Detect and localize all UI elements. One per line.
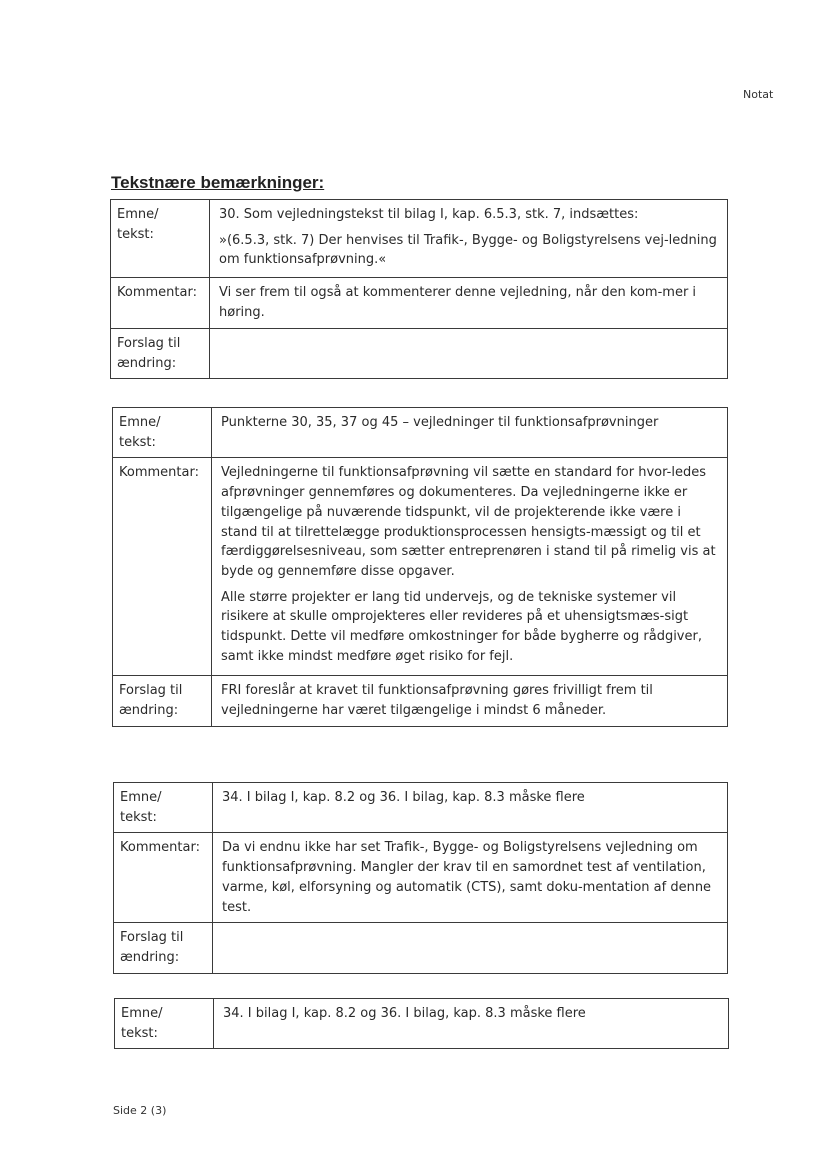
emne-label-line2: tekst: — [119, 434, 156, 450]
emne-paragraph: »(6.5.3, stk. 7) Der henvises til Trafik-, Bygge- og Boligstyrelsens vej-ledning om funktionsafprøvning.« — [219, 232, 717, 268]
emne-label — [113, 408, 212, 458]
emne-label-line1: Emne/ — [120, 790, 162, 805]
comment-block-4 — [114, 998, 729, 1049]
emne-row — [114, 783, 728, 833]
emne-text — [210, 200, 728, 278]
emne-paragraph: 34. I bilag I, kap. 8.2 og 36. I bilag, kap. 8.3 måske flere — [222, 790, 585, 805]
comment-block-1 — [110, 199, 728, 379]
section-heading: Tekstnære bemærkninger: — [111, 173, 325, 192]
emne-text — [212, 408, 728, 458]
forslag-label-line1: Forslag til — [117, 336, 181, 351]
emne-text — [214, 999, 729, 1049]
emne-paragraph: 34. I bilag I, kap. 8.2 og 36. I bilag, kap. 8.3 måske flere — [223, 1006, 586, 1021]
comment-block-2 — [112, 407, 728, 727]
forslag-text: FRI foreslår at kravet til funktionsafprøvning gøres frivilligt frem til vejledningerne har været tilgængelige i mindst 6 måneder. — [212, 676, 728, 727]
kommentar-text — [213, 833, 728, 923]
forslag-label — [114, 923, 213, 973]
comment-block-3 — [113, 782, 728, 974]
emne-label-line1: Emne/ — [119, 415, 161, 430]
emne-row — [113, 408, 728, 458]
emne-row — [111, 200, 728, 278]
emne-label-line2: tekst: — [117, 226, 154, 242]
page-number: Side 2 (3) — [113, 1104, 167, 1117]
forslag-label-line2: ændring: — [119, 703, 179, 719]
forslag-text — [213, 923, 728, 973]
kommentar-row — [113, 458, 728, 676]
emne-label — [114, 783, 213, 833]
forslag-label — [113, 676, 212, 727]
document-type-label: Notat — [743, 88, 774, 101]
kommentar-row — [111, 278, 728, 329]
forslag-label-line2: ændring: — [120, 950, 180, 966]
emne-label-line1: Emne/ — [117, 207, 159, 222]
kommentar-paragraph: Vi ser frem til også at kommenterer denne vejledning, når den kom-mer i høring. — [219, 285, 697, 320]
emne-row — [115, 999, 729, 1049]
emne-label-line2: tekst: — [121, 1025, 158, 1041]
forslag-label-line2: ændring: — [117, 355, 177, 371]
kommentar-paragraph: Alle større projekter er lang tid undervejs, og de tekniske systemer vil risikere at skulle omprojekteres eller revideres på et uhensigtsmæs-sigt tidspunkt. Dette vil medføre omkostninger for både bygherre og rådgiver, samt ikke mindst medføre øget risiko for fejl. — [221, 589, 702, 664]
emne-label — [111, 200, 210, 278]
kommentar-label: Kommentar: — [111, 278, 210, 329]
emne-paragraph: 30. Som vejledningstekst til bilag I, kap. 6.5.3, stk. 7, indsættes: — [219, 207, 639, 222]
forslag-label-line1: Forslag til — [119, 683, 183, 699]
forslag-row — [111, 329, 728, 379]
forslag-label — [111, 329, 210, 379]
kommentar-text — [212, 458, 728, 676]
kommentar-paragraph: Da vi endnu ikke har set Trafik-, Bygge- og Boligstyrelsens vejledning om funktionsafprøvning. Mangler der krav til en samordnet test af ventilation, varme, køl, elforsyning og automatik (CTS), samt doku-mentation af denne test. — [222, 840, 712, 915]
kommentar-label: Kommentar: — [114, 833, 213, 923]
emne-paragraph: Punkterne 30, 35, 37 og 45 – vejledninger til funktionsafprøvninger — [221, 415, 659, 430]
emne-label — [115, 999, 214, 1049]
emne-text — [213, 783, 728, 833]
kommentar-label: Kommentar: — [113, 458, 212, 676]
forslag-label-line1: Forslag til — [120, 930, 184, 946]
kommentar-text — [210, 278, 728, 329]
emne-label-line2: tekst: — [120, 809, 157, 825]
kommentar-paragraph: Vejledningerne til funktionsafprøvning vil sætte en standard for hvor-ledes afprøvninger gennemføres og dokumenteres. Da vejledningerne ikke er tilgængelige på nuværende tidspunkt, vil de projekterende ikke være i stand til at tilrettelægge produktionsprocessen hensigts-mæssigt og til et færdiggørelsesniveau, som sætter entreprenøren i stand til på rimelig vis at byde og gennemføre disse opgaver. — [221, 465, 716, 579]
forslag-row — [114, 923, 728, 973]
forslag-row — [113, 676, 728, 727]
forslag-text — [210, 329, 728, 379]
kommentar-row — [114, 833, 728, 923]
emne-label-line1: Emne/ — [121, 1006, 163, 1021]
